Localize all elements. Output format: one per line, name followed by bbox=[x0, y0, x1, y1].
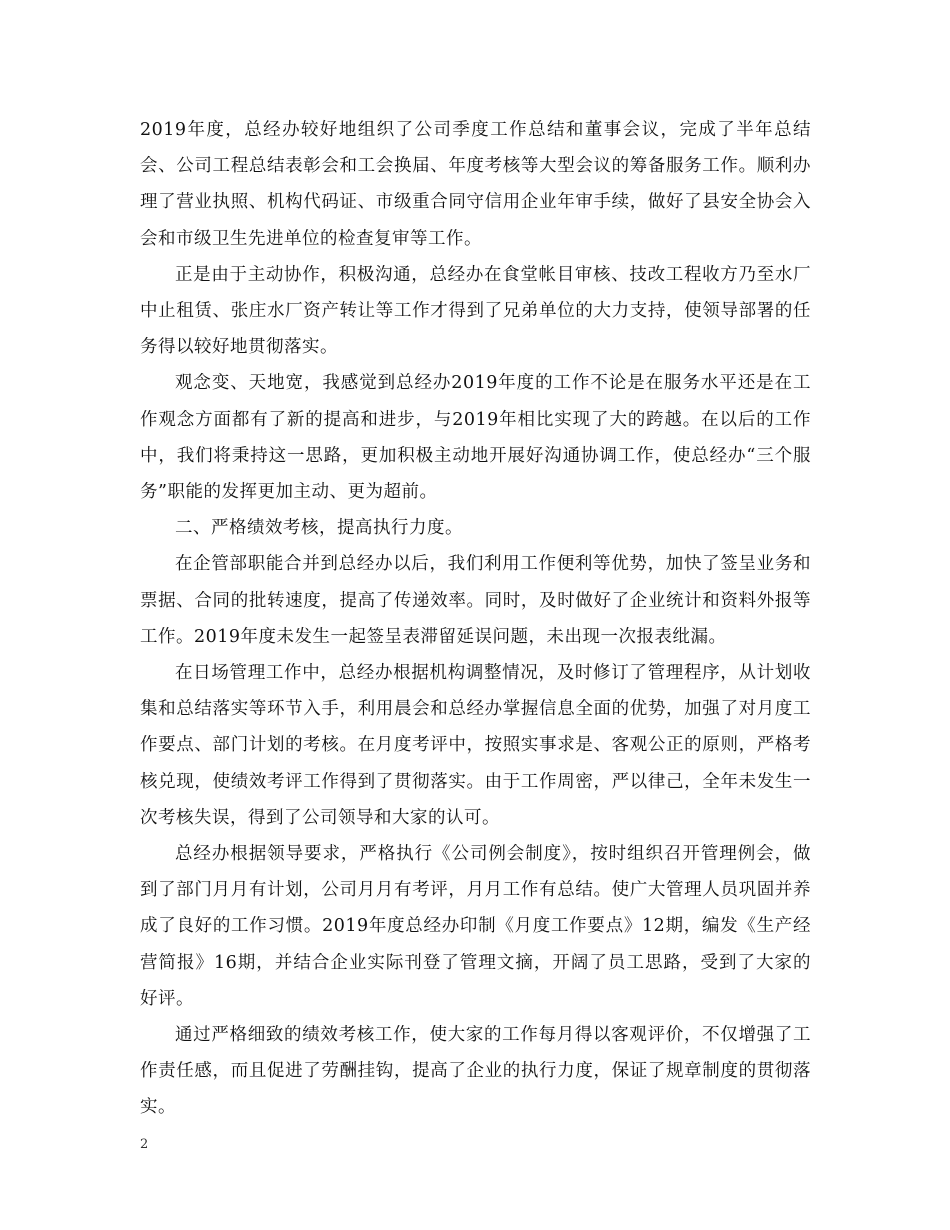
page-number: 2 bbox=[140, 1137, 149, 1152]
paragraph-5: 在企管部职能合并到总经办以后，我们利用工作便利等优势，加快了签呈业务和票据、合同的批转速度，提高了传递效率。同时，及时做好了企业统计和资料外报等工作。2019年度未发生一起签呈表滞留延误问题，未出现一次报表纰漏。 bbox=[140, 554, 811, 647]
section-heading: 二、严格绩效考核，提高执行力度。 bbox=[175, 518, 463, 539]
document-body bbox=[140, 112, 811, 1126]
paragraph-1: 2019年度，总经办较好地组织了公司季度工作总结和董事会议，完成了半年总结会、公司工程总结表彰会和工会换届、年度考核等大型会议的筹备服务工作。顺利办理了营业执照、机构代码证、市级重合同守信用企业年审手续，做好了县安全协会入会和市级卫生先进单位的检查复审等工作。 bbox=[140, 120, 811, 249]
paragraph-8: 通过严格细致的绩效考核工作，使大家的工作每月得以客观评价，不仅增强了工作责任感，而且促进了劳酬挂钩，提高了企业的执行力度，保证了规章制度的贯彻落实。 bbox=[140, 1025, 811, 1118]
paragraph-2: 正是由于主动协作，积极沟通，总经办在食堂帐目审核、技改工程收方乃至水厂中止租赁、张庄水厂资产转让等工作才得到了兄弟单位的大力支持，使领导部署的任务得以较好地贯彻落实。 bbox=[140, 264, 811, 358]
paragraph-6: 在日场管理工作中，总经办根据机构调整情况，及时修订了管理程序，从计划收集和总结落实等环节入手，利用晨会和总经办掌握信息全面的优势，加强了对月度工作要点、部门计划的考核。在月度考评中，按照实事求是、客观公正的原则，严格考核兑现，使绩效考评工作得到了贯彻落实。由于工作周密，严以律己，全年未发生一次考核失误，得到了公司领导和大家的认可。 bbox=[140, 663, 811, 828]
paragraph-3: 观念变、天地宽，我感觉到总经办2019年度的工作不论是在服务水平还是在工作观念方面都有了新的提高和进步，与2019年相比实现了大的跨越。在以后的工作中，我们将秉持这一思路，更加积极主动地开展好沟通协调工作，使总经办“三个服务”职能的发挥更加主动、更为超前。 bbox=[140, 373, 811, 503]
paragraph-7: 总经办根据领导要求，严格执行《公司例会制度》，按时组织召开管理例会，做到了部门月月有计划，公司月月有考评，月月工作有总结。使广大管理人员巩固并养成了良好的工作习惯。2019年度总经办印制《月度工作要点》12期，编发《生产经营简报》16期，并结合企业实际刊登了管理文摘，开阔了员工思路，受到了大家的好评。 bbox=[140, 844, 811, 1009]
